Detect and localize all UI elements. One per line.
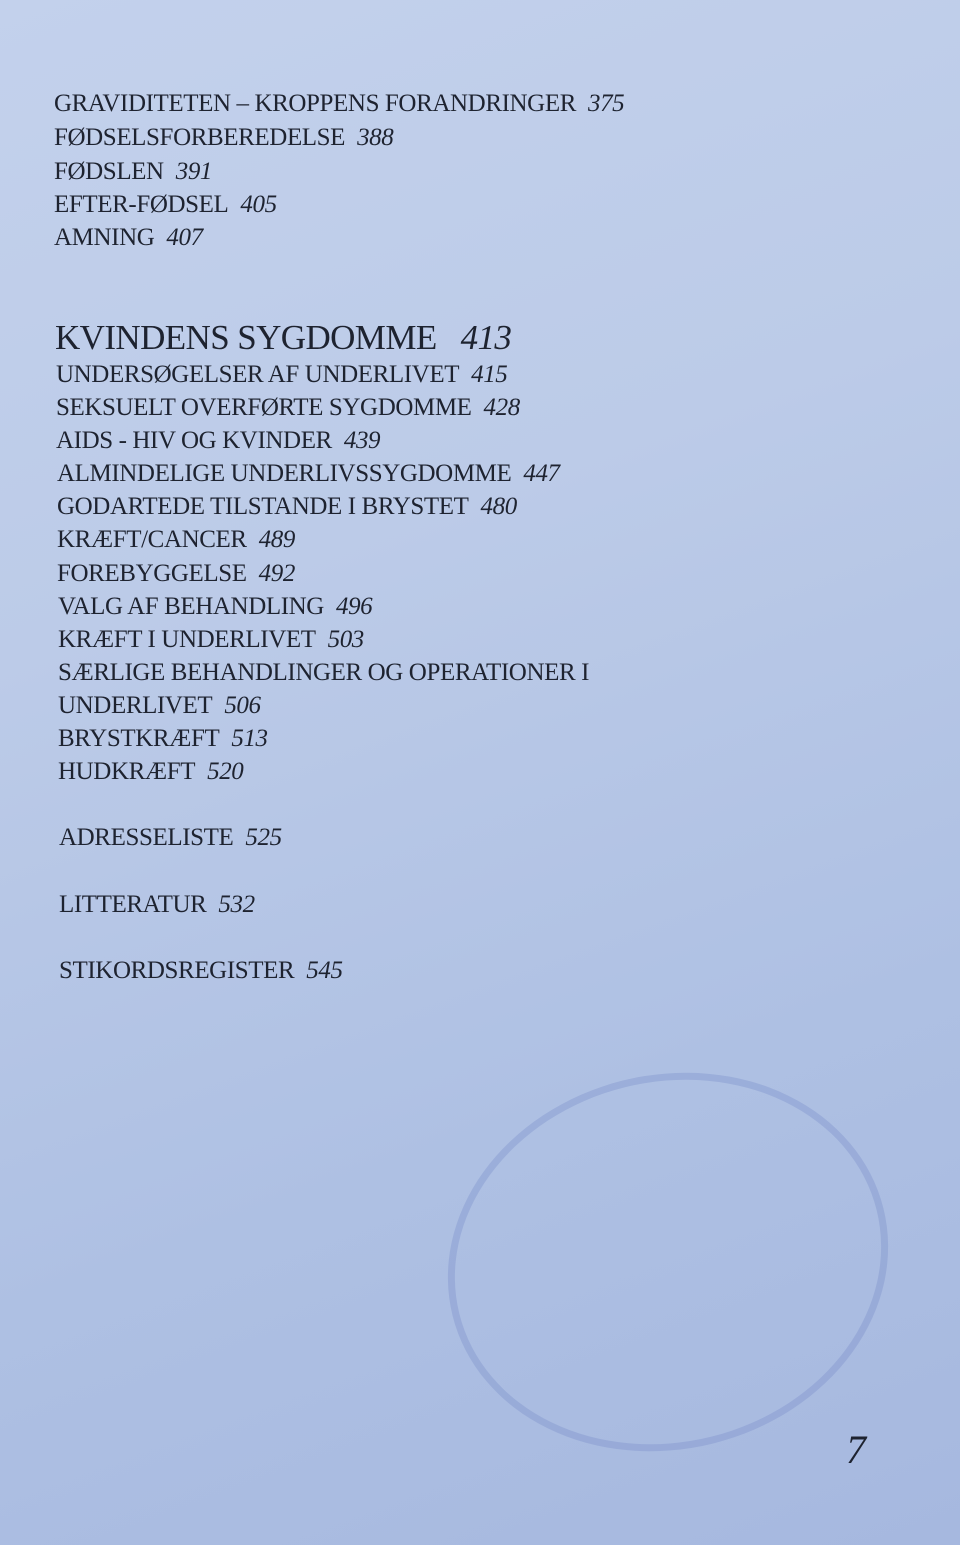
page-number: 7: [846, 1427, 866, 1472]
toc-entry-page: 532: [218, 891, 255, 918]
toc-entry[interactable]: [57, 492, 517, 522]
toc-entry-title: FØDSELSFORBEREDELSE: [54, 124, 346, 151]
toc-entry-title: BRYSTKRÆFT: [58, 725, 220, 752]
toc-entry-title: VALG AF BEHANDLING: [58, 593, 324, 620]
toc-entry-title: KRÆFT/CANCER: [57, 526, 247, 553]
toc-entry-title: SEKSUELT OVERFØRTE SYGDOMME: [56, 394, 472, 421]
toc-entry-page: 480: [480, 493, 517, 520]
toc-entry-title: ALMINDELIGE UNDERLIVSSYGDOMME: [57, 460, 512, 487]
toc-entry-title: UNDERSØGELSER AF UNDERLIVET: [56, 361, 460, 388]
toc-entry-page: 405: [240, 191, 277, 218]
toc-entry-title: UNDERLIVET: [58, 692, 213, 719]
toc-entry[interactable]: [57, 459, 560, 489]
toc-entry-title: SÆRLIGE BEHANDLINGER OG OPERATIONER I: [58, 659, 590, 686]
toc-entry-page: 520: [207, 758, 244, 785]
toc-entry-page: 447: [523, 460, 560, 487]
toc-entry[interactable]: [56, 426, 380, 456]
toc-entry-title: HUDKRÆFT: [58, 758, 196, 785]
toc-entry-page: 506: [224, 692, 261, 719]
toc-entry[interactable]: [58, 724, 268, 754]
toc-entry-page: 415: [471, 361, 508, 388]
chapter-heading[interactable]: [55, 318, 511, 358]
toc-entry-title: AMNING: [54, 224, 155, 251]
toc-entry[interactable]: [54, 89, 624, 119]
toc-entry-title: KRÆFT I UNDERLIVET: [58, 626, 316, 653]
toc-entry-page: 545: [306, 957, 343, 984]
toc-entry-page: 407: [166, 224, 203, 251]
toc-entry-page: 513: [231, 725, 268, 752]
toc-entry[interactable]: [54, 157, 212, 187]
toc-entry[interactable]: [58, 592, 372, 622]
toc-entry-title: LITTERATUR: [59, 891, 207, 918]
toc-entry[interactable]: [56, 360, 507, 390]
toc-entry-page: 388: [357, 124, 394, 151]
toc-entry-page: 503: [327, 626, 364, 653]
toc-entry-title: AIDS - HIV OG KVINDER: [56, 427, 332, 454]
toc-entry-title: EFTER-FØDSEL: [54, 191, 229, 218]
toc-entry[interactable]: [58, 658, 601, 688]
toc-entry-page: 525: [245, 824, 282, 851]
chapter-heading-title: KVINDENS SYGDOMME: [55, 318, 437, 357]
toc-entry[interactable]: [59, 890, 255, 920]
toc-entry-page: 489: [258, 526, 295, 553]
toc-entry[interactable]: [54, 190, 277, 220]
toc-entry[interactable]: [58, 757, 243, 787]
toc-entry[interactable]: [54, 223, 203, 253]
toc-entry[interactable]: [58, 625, 364, 655]
toc-entry[interactable]: [58, 691, 261, 721]
toc-entry-page: 439: [343, 427, 381, 454]
toc-entry[interactable]: [56, 393, 520, 423]
toc-entry-page: 391: [175, 158, 213, 185]
chapter-heading-page: 413: [460, 318, 512, 357]
toc-entry-title: GODARTEDE TILSTANDE I BRYSTET: [57, 493, 469, 520]
toc-entry-title: STIKORDSREGISTER: [59, 957, 295, 984]
toc-entry-page: 492: [258, 560, 295, 587]
toc-entry-page: 375: [587, 90, 625, 117]
toc-entry[interactable]: [54, 123, 393, 153]
toc-entry-page: 428: [483, 394, 520, 421]
toc-entry-title: FØDSLEN: [54, 158, 164, 185]
toc-entry[interactable]: [57, 559, 295, 589]
toc-entry-title: FOREBYGGELSE: [57, 560, 247, 587]
toc-entry[interactable]: [57, 525, 295, 555]
toc-entry-title: ADRESSELISTE: [59, 824, 234, 851]
toc-entry-page: 496: [335, 593, 373, 620]
toc-entry[interactable]: [59, 956, 343, 986]
toc-entry-title: GRAVIDITETEN – KROPPENS FORANDRINGER: [54, 90, 576, 117]
toc-entry[interactable]: [59, 823, 282, 853]
